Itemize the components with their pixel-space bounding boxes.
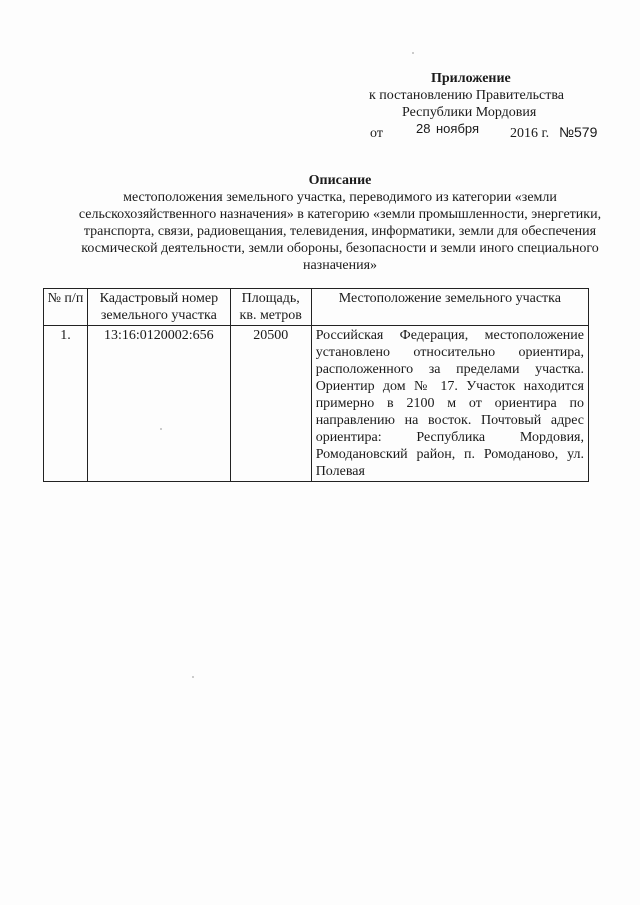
appendix-date-line	[360, 122, 600, 142]
cell-area: 20500	[230, 326, 311, 482]
table-header-row	[44, 289, 589, 326]
date-year: 2016 г.	[510, 126, 550, 141]
scan-speck	[192, 676, 194, 678]
date-month: ноября	[436, 121, 480, 136]
land-plot-table	[43, 288, 589, 482]
cell-num: 1.	[44, 326, 88, 482]
date-prefix: от	[370, 126, 383, 141]
date-day: 28	[416, 121, 431, 136]
appendix-line-republic: Республики Мордовия	[402, 105, 537, 120]
appendix-block	[360, 70, 600, 142]
description-heading	[60, 172, 620, 274]
header-num: № п/п	[44, 289, 88, 326]
appendix-title: Приложение	[431, 71, 511, 86]
scan-speck	[160, 428, 162, 430]
cell-location: Российская Федерация, местоположение установлено относительно ориентира, расположенного за пределами участка. Ориентир дом № 17. Участок находится примерно в 2100 м от ориентира по направлению на восток. Почтовый адрес ориентира: Республика Мордовия, Ромодановский район, п. Ромоданово, ул. Полевая	[311, 326, 588, 482]
cell-cadastral: 13:16:0120002:656	[87, 326, 230, 482]
description-text: местоположения земельного участка, переводимого из категории «земли сельскохозяйственного назначения» в категорию «земли промышленности, энергетики, транспорта, связи, радиовещания, телевидения, информатики, земли для обеспечения космической деятельности, земли обороны, безопасности и земли иного специального назначения»	[78, 190, 602, 273]
scan-speck	[412, 52, 414, 54]
appendix-line-decree: к постановлению Правительства	[369, 88, 565, 103]
header-area: Площадь, кв. метров	[230, 289, 311, 326]
description-title: Описание	[308, 173, 372, 188]
table-row	[44, 326, 589, 482]
header-location: Местоположение земельного участка	[311, 289, 588, 326]
header-cadastral: Кадастровый номер земельного участка	[87, 289, 230, 326]
decree-number: №579	[559, 124, 598, 140]
